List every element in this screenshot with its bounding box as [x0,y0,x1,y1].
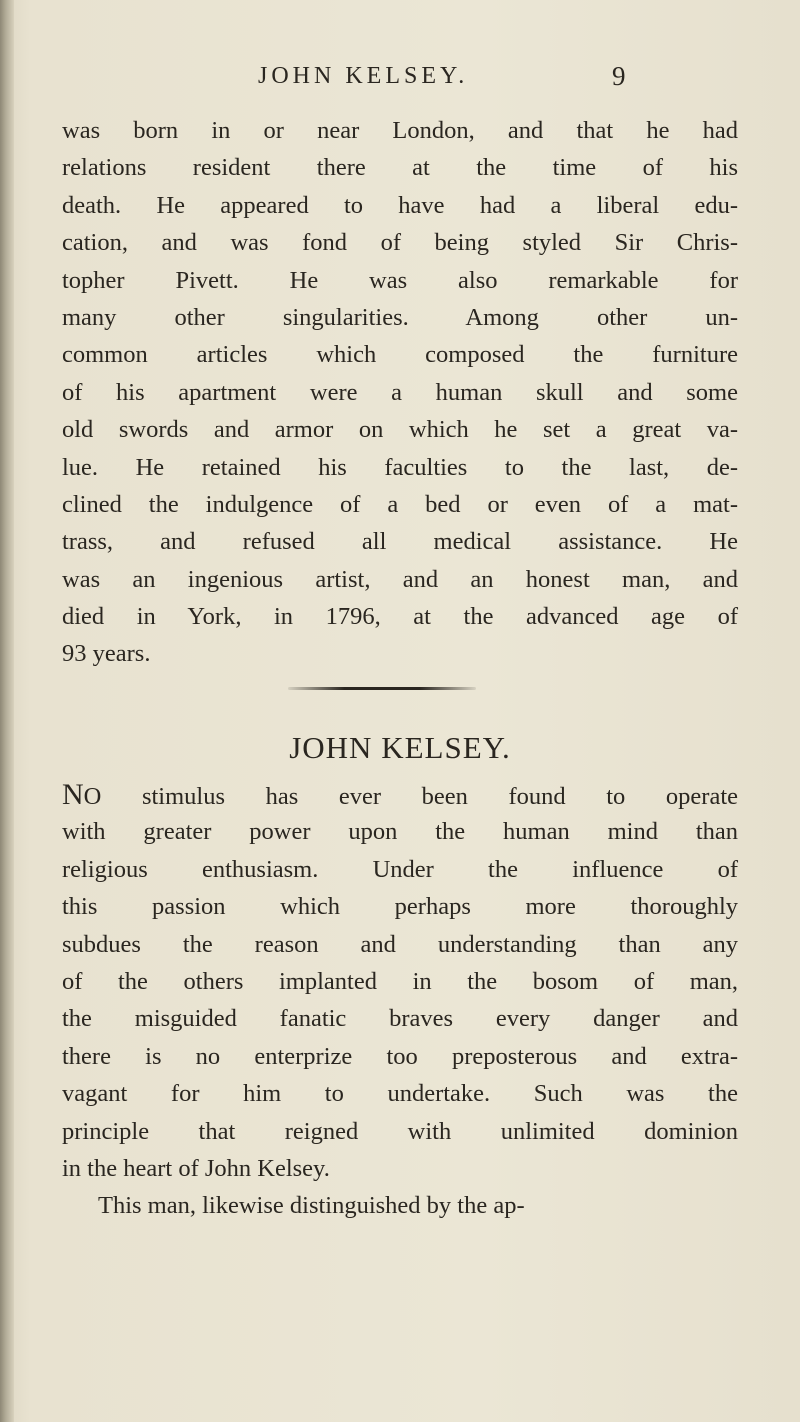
initial-letter: N [62,778,84,811]
text-line [62,1187,738,1224]
page-gutter-shadow [0,0,14,1422]
text-line: this passion which perhaps more thoroughly [62,893,738,921]
second-paragraph-text: This man, likewise distinguished by the ap- [98,1192,525,1220]
text-line: principle that reigned with unlimited dominion [62,1117,738,1145]
text-line: relations resident there at the time of his [62,154,738,182]
text-line: was born in or near London, and that he had [62,117,738,144]
text-line: of the others implanted in the bosom of man, [62,967,738,995]
section-body [62,776,738,1225]
first-line [62,776,738,813]
page-number: 9 [612,61,626,91]
text-line: died in York, in 1796, at the advanced age of [62,603,738,631]
text-line: was an ingenious artist, and an honest man, and [62,565,738,593]
text-line: clined the indulgence of a bed or even of a mat- [62,490,738,518]
text-line: the misguided fanatic braves every danger and [62,1005,738,1033]
text-line: in the heart of John Kelsey. [62,1154,330,1182]
section-heading: JOHN KELSEY. [289,730,511,765]
continuation-paragraph [62,112,738,673]
text-line: trass, and refused all medical assistance. He [62,528,738,556]
text-line: 93 years. [62,640,151,668]
text-line: old swords and armor on which he set a great va- [62,416,738,444]
section-divider-rule [288,687,476,690]
text-line: subdues the reason and understanding than any [62,930,738,958]
running-head [0,58,800,98]
first-line-text: O stimulus has ever been found to operate [83,783,738,810]
text-line: cation, and was fond of being styled Sir Chris- [62,229,738,257]
text-line: religious enthusiasm. Under the influence of [62,855,738,883]
text-line: with greater power upon the human mind than [62,818,738,846]
text-line: there is no enterprize too preposterous and extra- [62,1042,738,1070]
text-line: many other singularities. Among other un- [62,303,738,331]
running-head-title: JOHN KELSEY. [258,63,469,89]
text-line: common articles which composed the furniture [62,341,738,369]
text-line: vagant for him to undertake. Such was the [62,1080,738,1108]
text-line: topher Pivett. He was also remarkable for [62,266,738,294]
text-line: lue. He retained his faculties to the last, de- [62,453,738,481]
text-line: of his apartment were a human skull and some [62,378,738,406]
text-line: death. He appeared to have had a liberal edu- [62,191,738,219]
